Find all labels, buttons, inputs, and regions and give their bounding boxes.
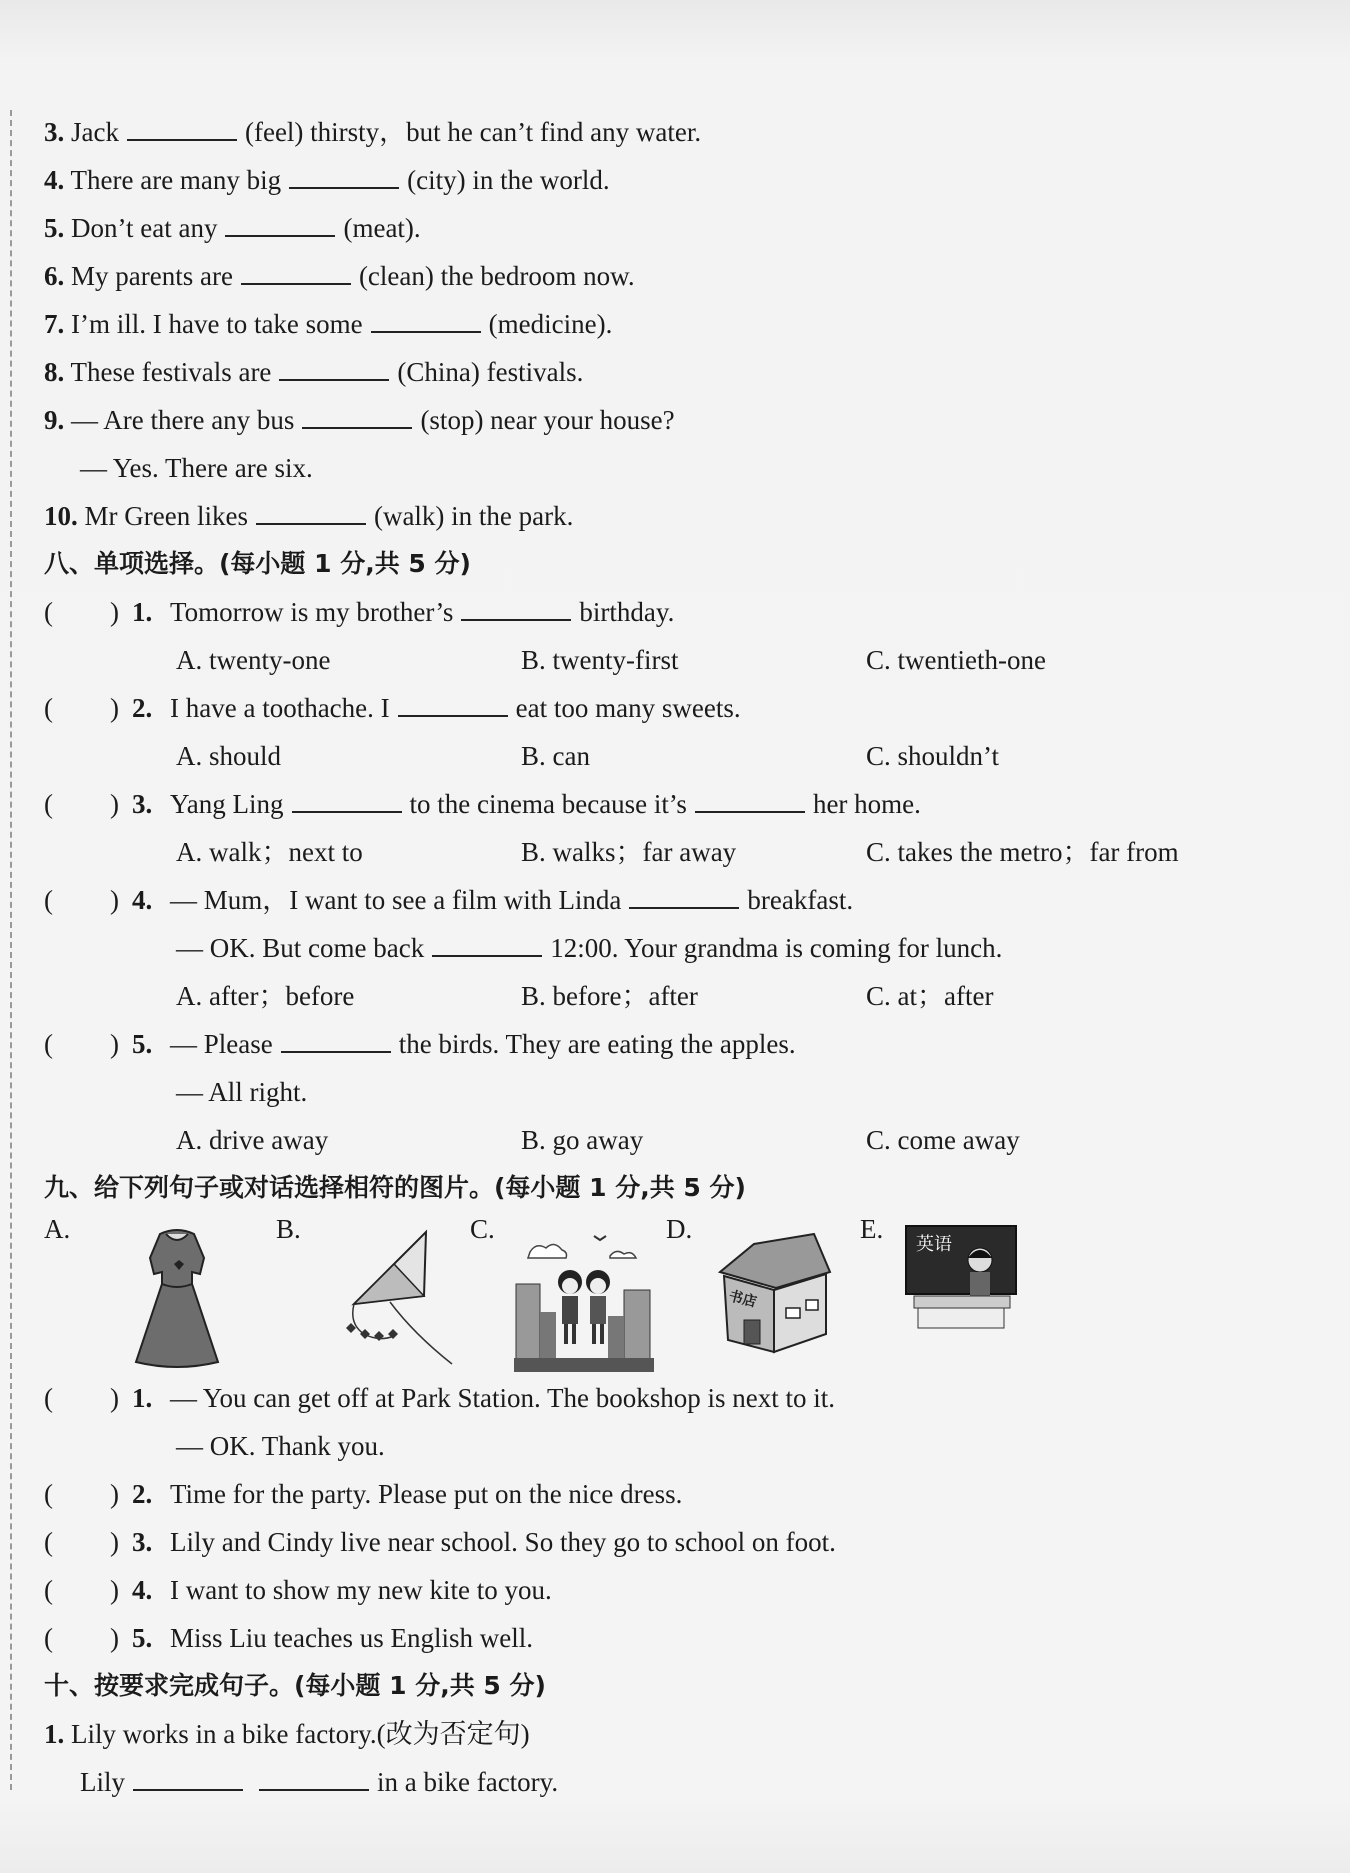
mc-options-3 <box>44 828 1314 876</box>
option-a[interactable]: A. walk；next to <box>176 837 363 867</box>
question-number: 8. <box>44 357 65 387</box>
rewrite-answer-1 <box>44 1758 1314 1806</box>
question-number: 1. <box>132 597 153 627</box>
answer-paren[interactable]: ( ) <box>44 597 119 627</box>
question-text: Tomorrow is my brother’s <box>170 597 454 627</box>
question-text: — All right. <box>176 1077 308 1107</box>
match-question-1 <box>44 1374 1314 1422</box>
mc-options-4 <box>44 972 1314 1020</box>
picture-label-b: B. <box>276 1214 301 1244</box>
answer-paren[interactable]: ( ) <box>44 1383 119 1413</box>
kite-picture[interactable] <box>334 1224 464 1374</box>
option-a[interactable]: A. after；before <box>176 981 355 1011</box>
question-text: in a bike factory. <box>377 1767 559 1797</box>
question-text: birthday. <box>579 597 675 627</box>
picture-label-d: D. <box>666 1214 693 1244</box>
fill-blank-9-reply <box>44 444 1314 492</box>
question-text: These festivals are <box>70 357 272 387</box>
question-text: (city) in the world. <box>407 165 610 195</box>
mc-question-3 <box>44 780 1314 828</box>
answer-blank[interactable] <box>302 403 412 429</box>
section-10-title: 十、按要求完成句子。(每小题 1 分,共 5 分) <box>44 1671 546 1700</box>
option-b[interactable]: B. twenty-first <box>521 645 679 675</box>
mc-question-5 <box>44 1020 1314 1068</box>
section-9-title: 九、给下列句子或对话选择相符的图片。(每小题 1 分,共 5 分) <box>44 1173 746 1202</box>
question-number: 4. <box>44 165 65 195</box>
option-a[interactable]: A. should <box>176 741 282 771</box>
answer-blank <box>281 1027 391 1053</box>
picture-label-c: C. <box>470 1214 495 1244</box>
match-question-3 <box>44 1518 1314 1566</box>
english-teacher-picture[interactable] <box>904 1224 1018 1334</box>
answer-blank[interactable] <box>225 211 335 237</box>
question-text: — Please <box>170 1029 273 1059</box>
option-b[interactable]: B. go away <box>521 1125 644 1155</box>
option-b[interactable]: B. can <box>521 741 590 771</box>
question-number: 9. <box>44 405 65 435</box>
answer-blank <box>461 595 571 621</box>
question-text: — Are there any bus <box>71 405 295 435</box>
rewrite-question-1 <box>44 1710 1314 1758</box>
question-text: (meat). <box>343 213 421 243</box>
question-text: (medicine). <box>488 309 613 339</box>
answer-blank <box>432 931 542 957</box>
question-text: — Yes. There are six. <box>80 453 313 483</box>
option-c[interactable]: C. come away <box>866 1125 1020 1155</box>
mc-options-1 <box>44 636 1314 684</box>
match-question-2 <box>44 1470 1314 1518</box>
question-text: (walk) in the park. <box>373 501 574 531</box>
fill-blank-9 <box>44 396 1314 444</box>
question-text: — OK. Thank you. <box>176 1431 385 1461</box>
question-number: 2. <box>132 1479 153 1509</box>
mc-question-4 <box>44 876 1314 924</box>
answer-blank[interactable] <box>289 163 399 189</box>
question-text: There are many big <box>70 165 282 195</box>
question-text: Lily <box>80 1767 125 1797</box>
question-number: 3. <box>44 117 65 147</box>
question-text: — Mum，I want to see a film with Linda <box>170 885 622 915</box>
option-c[interactable]: C. shouldn’t <box>866 741 1000 771</box>
question-text: to the cinema because it’s <box>409 789 687 819</box>
option-c[interactable]: C. twentieth-one <box>866 645 1046 675</box>
question-text: the birds. They are eating the apples. <box>398 1029 796 1059</box>
worksheet-content <box>44 108 1314 1806</box>
question-text: Time for the party. Please put on the nice dress. <box>170 1479 683 1509</box>
question-number: 7. <box>44 309 65 339</box>
fill-blank-8 <box>44 348 1314 396</box>
answer-paren[interactable]: ( ) <box>44 693 119 723</box>
fill-blank-7 <box>44 300 1314 348</box>
fill-blank-6 <box>44 252 1314 300</box>
answer-paren[interactable]: ( ) <box>44 789 119 819</box>
question-text: Yang Ling <box>170 789 284 819</box>
answer-blank[interactable] <box>256 499 366 525</box>
dress-picture[interactable] <box>122 1224 232 1374</box>
mc-options-2 <box>44 732 1314 780</box>
picture-label-e: E. <box>860 1214 884 1244</box>
question-number: 5. <box>44 213 65 243</box>
answer-paren[interactable]: ( ) <box>44 1479 119 1509</box>
question-text: eat too many sweets. <box>515 693 741 723</box>
answer-blank[interactable] <box>259 1765 369 1791</box>
answer-blank <box>695 787 805 813</box>
question-number: 3. <box>132 789 153 819</box>
question-text: (China) festivals. <box>397 357 584 387</box>
fill-blank-10 <box>44 492 1314 540</box>
answer-blank <box>292 787 402 813</box>
question-text: My parents are <box>71 261 233 291</box>
answer-paren[interactable]: ( ) <box>44 1527 119 1557</box>
question-number: 4. <box>132 1575 153 1605</box>
answer-blank <box>398 691 508 717</box>
walking-to-school-picture[interactable] <box>514 1224 654 1374</box>
answer-blank[interactable] <box>241 259 351 285</box>
question-number: 10. <box>44 501 78 531</box>
mc-options-5 <box>44 1116 1314 1164</box>
question-text: I’m ill. I have to take some <box>71 309 363 339</box>
question-text: Lily works in a bike factory.(改为否定句) <box>71 1719 530 1749</box>
answer-blank <box>629 883 739 909</box>
binding-margin-line <box>10 110 12 1790</box>
question-text: I have a toothache. I <box>170 693 390 723</box>
question-text: Don’t eat any <box>71 213 218 243</box>
bookshop-sign: 书店 <box>727 1288 759 1311</box>
answer-paren[interactable]: ( ) <box>44 1575 119 1605</box>
option-b[interactable]: B. walks；far away <box>521 837 737 867</box>
mc-question-4-reply <box>44 924 1314 972</box>
mc-question-1 <box>44 588 1314 636</box>
match-question-1-reply <box>44 1422 1314 1470</box>
question-text: 12:00. Your grandma is coming for lunch. <box>550 933 1003 963</box>
answer-blank[interactable] <box>279 355 389 381</box>
option-a[interactable]: A. twenty-one <box>176 645 331 675</box>
bookshop-picture[interactable] <box>714 1224 834 1374</box>
question-text: (feel) thirsty，but he can’t find any water. <box>244 117 702 147</box>
picture-label-a: A. <box>44 1214 71 1244</box>
option-b[interactable]: B. before；after <box>521 981 698 1011</box>
match-question-4 <box>44 1566 1314 1614</box>
option-c[interactable]: C. at；after <box>866 981 994 1011</box>
question-text: Mr Green likes <box>84 501 248 531</box>
question-number: 5. <box>132 1029 153 1059</box>
question-text: her home. <box>812 789 921 819</box>
mc-question-5-reply <box>44 1068 1314 1116</box>
question-number: 2. <box>132 693 153 723</box>
answer-paren[interactable]: ( ) <box>44 885 119 915</box>
match-question-5 <box>44 1614 1314 1662</box>
question-number: 6. <box>44 261 65 291</box>
question-text: — You can get off at Park Station. The bookshop is next to it. <box>170 1383 835 1413</box>
answer-paren[interactable]: ( ) <box>44 1029 119 1059</box>
answer-paren[interactable]: ( ) <box>44 1623 119 1653</box>
question-number: 3. <box>132 1527 153 1557</box>
picture-options <box>44 1214 1314 1374</box>
section-8-title: 八、单项选择。(每小题 1 分,共 5 分) <box>44 549 471 578</box>
answer-blank[interactable] <box>127 115 237 141</box>
blackboard-text: 英语 <box>916 1234 952 1255</box>
question-number: 1. <box>132 1383 153 1413</box>
fill-blank-5 <box>44 204 1314 252</box>
question-text: I want to show my new kite to you. <box>170 1575 552 1605</box>
question-number: 5. <box>132 1623 153 1653</box>
question-text: breakfast. <box>747 885 854 915</box>
option-c[interactable]: C. takes the metro；far from <box>866 837 1179 867</box>
question-text: — OK. But come back <box>176 933 425 963</box>
question-text: Jack <box>71 117 119 147</box>
question-text: (clean) the bedroom now. <box>358 261 635 291</box>
question-text: Lily and Cindy live near school. So they go to school on foot. <box>170 1527 836 1557</box>
mc-question-2 <box>44 684 1314 732</box>
fill-blank-4 <box>44 156 1314 204</box>
question-text: (stop) near your house? <box>420 405 675 435</box>
question-number: 1. <box>44 1719 65 1749</box>
answer-blank[interactable] <box>371 307 481 333</box>
fill-blank-3 <box>44 108 1314 156</box>
answer-blank[interactable] <box>133 1765 243 1791</box>
question-number: 4. <box>132 885 153 915</box>
question-text: Miss Liu teaches us English well. <box>170 1623 533 1653</box>
option-a[interactable]: A. drive away <box>176 1125 329 1155</box>
